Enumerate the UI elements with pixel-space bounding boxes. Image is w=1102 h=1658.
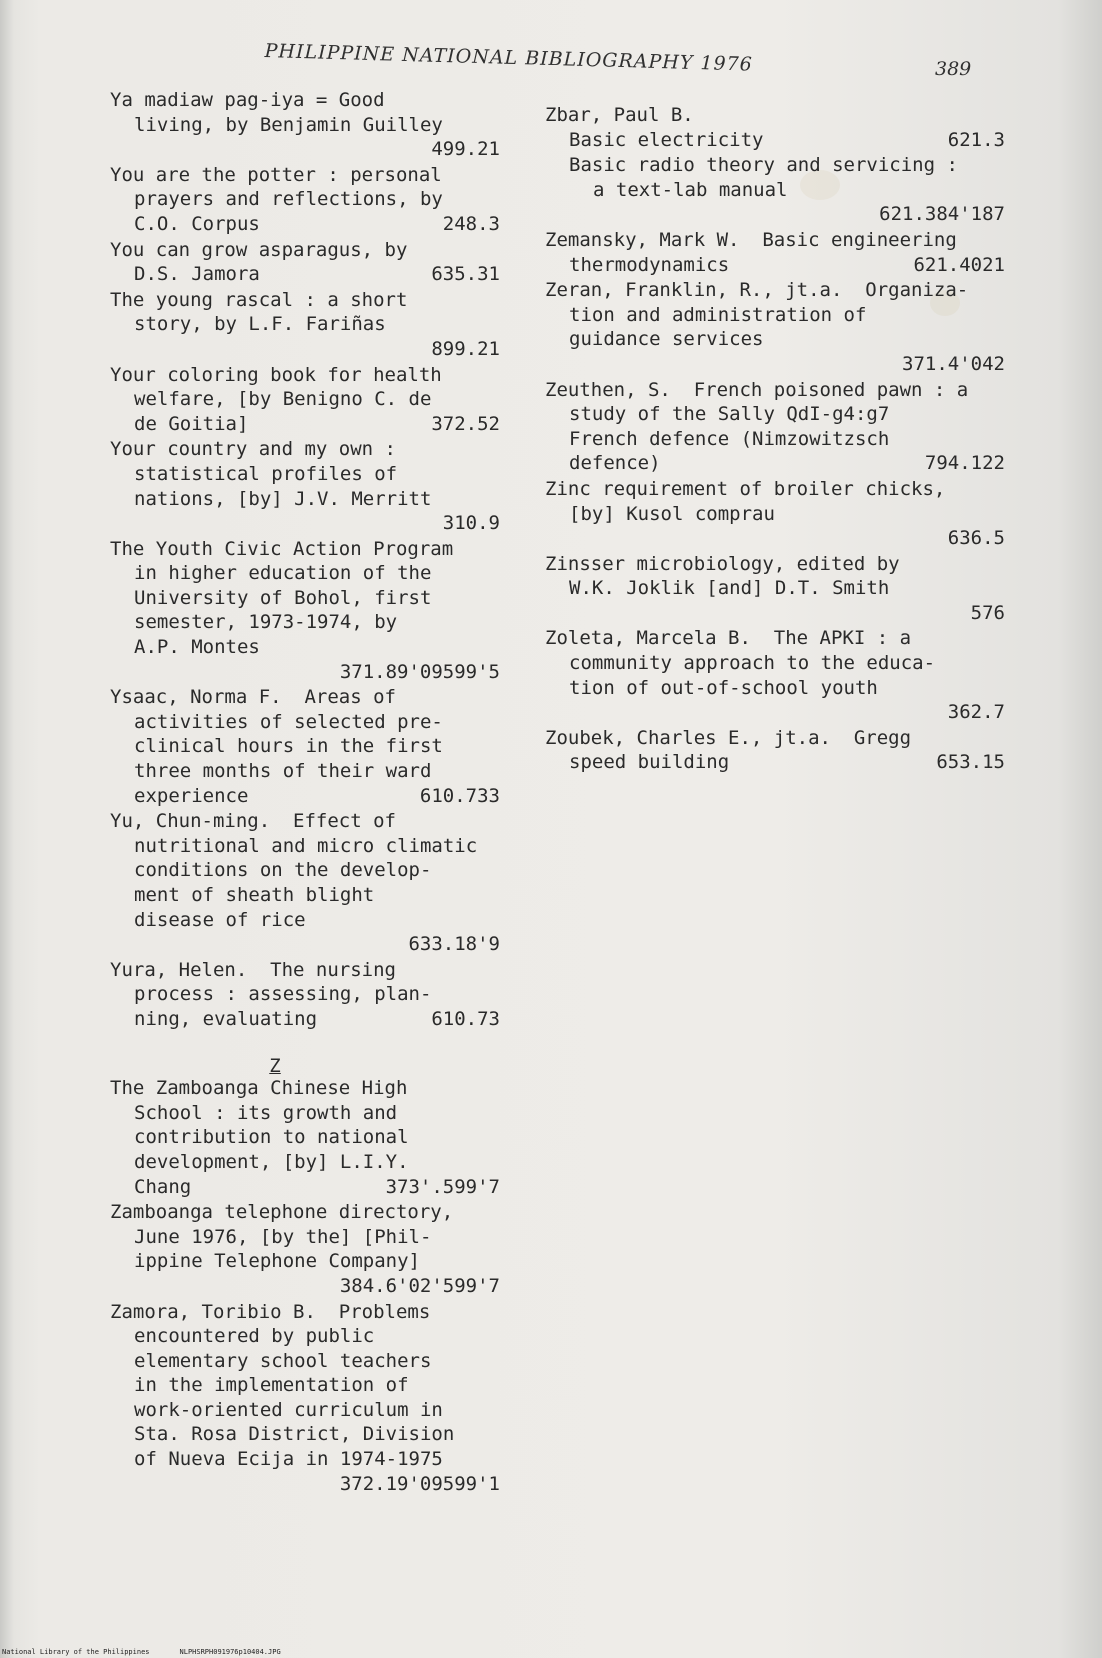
entry-line xyxy=(110,262,500,287)
class-number: 635.31 xyxy=(431,263,500,286)
entry-line xyxy=(110,1175,500,1200)
entry-line xyxy=(545,128,1005,153)
entry-line: [by] Kusol comprau xyxy=(569,502,775,525)
entry-line-text: experience xyxy=(134,784,249,807)
class-number: 576 xyxy=(970,601,1005,624)
entry-line xyxy=(545,253,1005,278)
entry-line: ment of sheath blight xyxy=(134,884,375,906)
entry-zbar-basic-radio xyxy=(545,153,1005,227)
page-number: 389 xyxy=(935,58,972,80)
entry-line: School : its growth and xyxy=(134,1101,398,1124)
class-number: 636.5 xyxy=(947,527,1005,550)
class-number: 362.7 xyxy=(947,701,1005,724)
entry-line: tion and administration of xyxy=(569,303,867,326)
entry-line: Zemansky, Mark W. Basic engineering xyxy=(545,228,957,251)
entry-zeuthen xyxy=(545,378,1005,476)
entry-line: Yura, Helen. The nursing xyxy=(110,958,396,981)
entry-line: a text-lab manual xyxy=(593,178,788,201)
entry-line: study of the Sally QdI-g4:g7 xyxy=(569,403,890,426)
class-number: 373'.599'7 xyxy=(385,1175,500,1198)
entry-line-text: de Goitia] xyxy=(134,412,249,435)
running-title: PHILIPPINE NATIONAL BIBLIOGRAPHY 1976 xyxy=(264,40,754,76)
entry-zamora-toribio xyxy=(110,1300,500,1497)
entry-line-text: C.O. Corpus xyxy=(134,212,260,235)
class-number: 499.21 xyxy=(431,138,500,161)
entry-youth-civic-action xyxy=(110,537,500,685)
entry-your-country xyxy=(110,437,500,535)
entry-line xyxy=(545,451,1005,476)
entry-line: welfare, [by Benigno C. de xyxy=(134,388,432,411)
entry-line: Zamboanga telephone directory, xyxy=(110,1201,454,1224)
entry-line: French defence (Nimzowitzsch xyxy=(569,427,890,450)
class-number: 372.52 xyxy=(431,412,500,435)
entry-yu-chun-ming xyxy=(110,809,500,957)
entry-line: nations, [by] J.V. Merritt xyxy=(134,487,432,510)
entry-ysaac xyxy=(110,685,500,808)
entry-line: Zeran, Franklin, R., jt.a. Organiza- xyxy=(545,279,969,302)
entry-line xyxy=(110,212,500,237)
entry-line: in the implementation of xyxy=(134,1374,409,1397)
entry-line: activities of selected pre- xyxy=(134,710,443,733)
class-number: 384.6'02'599'7 xyxy=(339,1274,500,1297)
entry-line-text: ning, evaluating xyxy=(134,1007,318,1030)
entry-line xyxy=(110,1007,500,1032)
entry-line: Basic radio theory and servicing : xyxy=(569,154,958,177)
class-number: 653.15 xyxy=(936,751,1005,774)
entry-line: The Zamboanga Chinese High xyxy=(110,1077,408,1100)
right-column xyxy=(545,103,1005,776)
entry-line xyxy=(110,412,500,437)
entry-line: Zoleta, Marcela B. The APKI : a xyxy=(545,627,912,650)
entry-line: work-oriented curriculum in xyxy=(134,1398,443,1421)
entry-yura-helen xyxy=(110,958,500,1032)
entry-you-are-the-potter xyxy=(110,163,500,237)
entry-line: Zinsser microbiology, edited by xyxy=(545,552,900,575)
class-number: 621.3 xyxy=(947,128,1005,151)
entry-line: You are the potter : personal xyxy=(110,163,442,186)
entry-line: guidance services xyxy=(569,328,764,351)
entry-line: Zeuthen, S. French poisoned pawn : a xyxy=(545,378,969,401)
entry-line: Zinc requirement of broiler chicks, xyxy=(545,477,946,500)
entry-line: community approach to the educa- xyxy=(569,652,936,675)
entry-zoleta xyxy=(545,626,1005,724)
entry-line xyxy=(110,784,500,809)
entry-line: Zbar, Paul B. xyxy=(545,104,694,126)
entry-zinsser-microbiology xyxy=(545,552,1005,626)
entry-line: Yu, Chun-ming. Effect of xyxy=(110,810,396,833)
entry-zemansky xyxy=(545,228,1005,277)
entry-line-text: Basic electricity xyxy=(569,128,764,151)
entry-you-can-grow-asparagus xyxy=(110,238,500,287)
class-number: 372.19'09599'1 xyxy=(339,1472,500,1495)
entry-line: The young rascal : a short xyxy=(110,288,408,311)
entry-line: June 1976, [by the] [Phil- xyxy=(134,1225,432,1248)
entry-line: development, [by] L.I.Y. xyxy=(134,1150,409,1173)
entry-line: Your coloring book for health xyxy=(110,363,442,386)
class-number: 610.73 xyxy=(431,1007,500,1030)
entry-line-text: D.S. Jamora xyxy=(134,263,260,286)
entry-ya-madiaw xyxy=(110,88,500,162)
entry-line-text: defence) xyxy=(569,452,661,475)
entry-line: encountered by public xyxy=(134,1325,375,1348)
entry-zinc-requirement xyxy=(545,477,1005,551)
class-number: 899.21 xyxy=(431,337,500,360)
entry-line: Ysaac, Norma F. Areas of xyxy=(110,686,396,709)
entry-line: disease of rice xyxy=(134,908,306,931)
entry-line: nutritional and micro climatic xyxy=(134,834,478,857)
entry-line: story, by L.F. Fariñas xyxy=(134,313,386,336)
class-number: 610.733 xyxy=(419,784,500,807)
entry-line: Sta. Rosa District, Division xyxy=(134,1423,455,1446)
entry-young-rascal xyxy=(110,288,500,362)
entry-coloring-book xyxy=(110,363,500,437)
entry-line: three months of their ward xyxy=(134,760,432,783)
class-number: 621.384'187 xyxy=(879,203,1005,226)
class-number: 621.4021 xyxy=(913,253,1005,276)
class-number: 371.89'09599'5 xyxy=(339,660,500,683)
entry-zamboanga-telephone xyxy=(110,1200,500,1298)
entry-line: Ya madiaw pag-iya = Good xyxy=(110,89,385,111)
entry-line: W.K. Joklik [and] D.T. Smith xyxy=(569,577,890,600)
class-number: 794.122 xyxy=(924,452,1005,475)
entry-zeran xyxy=(545,278,1005,376)
entry-line: statistical profiles of xyxy=(134,462,398,485)
entry-line: Zoubek, Charles E., jt.a. Gregg xyxy=(545,726,912,749)
class-number: 310.9 xyxy=(442,512,500,535)
entry-line: You can grow asparagus, by xyxy=(110,238,408,261)
section-letter-heading: Z xyxy=(269,1054,281,1077)
entry-line-text: thermodynamics xyxy=(569,253,730,276)
entry-line: Your country and my own : xyxy=(110,438,396,461)
footer-filename: NLPHSRPH091976p10404.JPG xyxy=(179,1648,281,1656)
entry-line: The Youth Civic Action Program xyxy=(110,537,454,560)
entry-line: A.P. Montes xyxy=(134,636,260,659)
entry-line: prayers and reflections, by xyxy=(134,188,443,211)
entry-zoubek xyxy=(545,726,1005,775)
entry-line-text: speed building xyxy=(569,751,730,774)
entry-line: ippine Telephone Company] xyxy=(134,1250,420,1273)
entry-line: semester, 1973-1974, by xyxy=(134,611,398,634)
entry-line: contribution to national xyxy=(134,1126,409,1149)
class-number: 633.18'9 xyxy=(408,933,500,956)
entry-line: process : assessing, plan- xyxy=(134,983,432,1006)
entry-line: of Nueva Ecija in 1974-1975 xyxy=(134,1448,443,1471)
entry-line: University of Bohol, first xyxy=(134,586,432,609)
entry-line-text: Chang xyxy=(134,1175,192,1198)
class-number: 248.3 xyxy=(442,212,500,235)
footer-library: National Library of the Philippines xyxy=(2,1648,150,1656)
entry-line: tion of out-of-school youth xyxy=(569,676,878,699)
entry-line: in higher education of the xyxy=(134,562,432,585)
entry-line: living, by Benjamin Guilley xyxy=(134,113,443,136)
entry-zamboanga-chinese-high xyxy=(110,1076,500,1199)
class-number: 371.4'042 xyxy=(902,352,1005,375)
entry-line xyxy=(545,750,1005,775)
entry-line: conditions on the develop- xyxy=(134,859,432,882)
entry-line: Zamora, Toribio B. Problems xyxy=(110,1300,431,1323)
entry-line: elementary school teachers xyxy=(134,1349,432,1372)
entry-zbar-basic-electricity xyxy=(545,103,1005,152)
scan-footer xyxy=(2,1648,311,1656)
left-column xyxy=(110,88,500,1497)
entry-line: clinical hours in the first xyxy=(134,735,443,758)
